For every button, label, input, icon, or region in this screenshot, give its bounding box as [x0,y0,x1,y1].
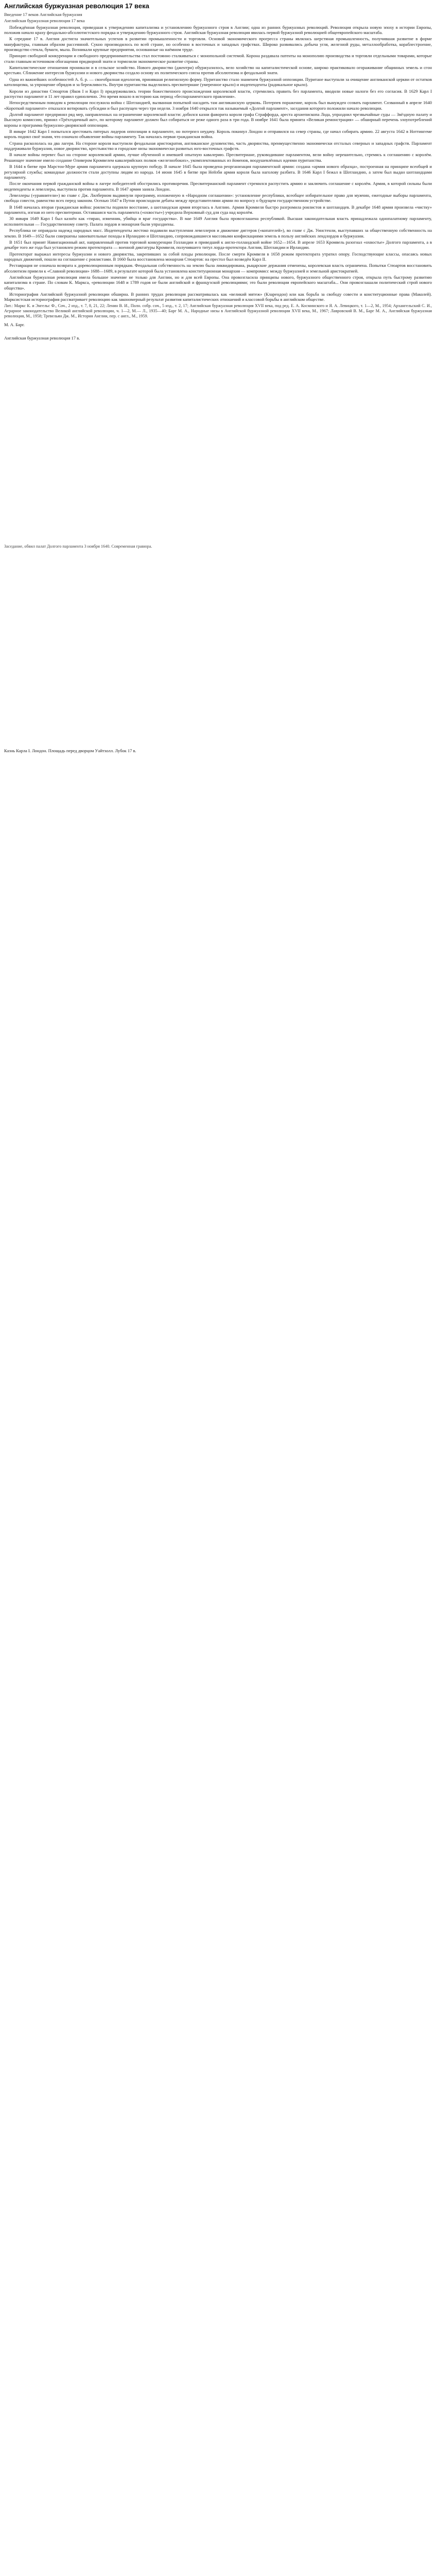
article-subtitle-1: Введение 17 веков Английская буржуазия [4,11,82,17]
article-paragraph: Короли из династии Стюартов (Яков I и Карл I) придерживались теории божественного происхождения королевской власти, стремились править без парламента, вводили новые налоги без его согласия. В 1629 Карл I распустил парламент и 11 лет правил единолично. Это время вошло в историю как период «беспарламентского правления». [4,88,432,99]
article-title: Английская буржуазная революция 17 века [4,2,149,10]
article-paragraph: Долгий парламент предпринял ряд мер, направленных на ограничение королевской власти: добился казни фаворита короля графа Страффорда, ареста архиепископа Лода, упразднил чрезвычайные суды — Звёздную палату и Высокую комиссию, принял «Трёхгодичный акт», по которому парламент должен был собираться не реже одного раза в три года. В ноябре 1641 была принята «Великая ремонстрация» — обширный перечень злоупотреблений короны и программа буржуазно-дворянской оппозиции. [4,111,432,128]
bottom-caption: Казнь Карла I. Лондон. Площадь перед дворцом Уайтхолл. Лубок 17 в. [4,748,136,753]
article-paragraph: В 1644 в битве при Марстон-Муре армия парламента одержала крупную победу. В начале 1645 была проведена реорганизация парламентской армии: создана «армия нового образца», построенная на принципе всеобщей и регулярной службы; командные должности стали доступны людям из народа. 14 июня 1645 в битве при Нейзби армия короля была наголову разбита. В 1646 Карл I бежал в Шотландию, а затем был выдан шотландцами парламенту. [4,164,432,180]
article-paragraph: Страна раскололась на два лагеря. На стороне короля выступили феодальная аристократия, англиканское духовенство, часть дворянства, преимущественно экономически отсталых северных и западных графств. Парламент поддерживали буржуазия, новое дворянство, крестьянство и городские низы экономически развитых юго-восточных графств. [4,140,432,151]
figure-caption: Заседание, обвил палат Долгого парламента 3 ноября 1640. Современная гравюра. [4,544,152,549]
article-paragraph: Английская буржуазная революция имела большое значение не только для Англии, но и для всей Европы. Она провозгласила принципы нового, буржуазного общественного строя, открыла путь быстрому развитию капитализма в стране. По словам К. Маркса, «революции 1648 и 1789 годов не были английской и французской революциями; это были революции европейского масштаба... Они провозглашали политический строй нового общества». [4,275,432,291]
article-paragraph: 30 января 1649 Карл I был казнён как «тиран, изменник, убийца и враг государства». В мае 1649 Англия была провозглашена республикой. Высшая законодательная власть принадлежала однопалатному парламенту, исполнительная — Государственному совету. Палата лордов и монархия были упразднены. [4,216,432,227]
blank-region [4,342,432,538]
article-paragraph: После окончания первой гражданской войны в лагере победителей обострились противоречия. Пресвитерианский парламент стремился распустить армию и заключить соглашение с королём. Армия, в которой сильны были индепенденты и левеллеры, выступила против парламента. В 1647 армия заняла Лондон. [4,181,432,192]
article-paragraph: В начале войны перевес был на стороне королевской армии, лучше обученной и имевшей опытную кавалерию. Пресвитериане, руководившие парламентом, вели войну нерешительно, стремясь к соглашению с королём. Решающее значение имело создание Оливером Кромвелем кавалерийских полков «железнобоких», укомплектованных из йоменов, воодушевлённых идеями пуританства. [4,152,432,163]
article-subtitle-2: Английская буржуазная революция 17 века [4,18,85,24]
article-paragraph: К середине 17 в. Англия достигла значительных успехов в развитии промышленности и торговли. Основой экономического прогресса страны являлась шерстяная промышленность, получившая развитие в форме мануфактуры, главным образом рассеянной. Сукно производилось по всей стране, но особенно в восточных и западных графствах. Широко развивались добыча угля, железной руды, металлообработка, кораблестроение, производство стекла, бумаги, мыла. Возникали крупные предприятия, основанные на наёмном труде. [4,36,432,53]
author-signature: М. А. Барг. [4,321,25,327]
article [0,0,436,767]
article-paragraph: Капиталистические отношения проникали и в сельское хозяйство. Нового дворянство (джентри) обуржуазилось, вело хозяйство на капиталистической основе, широко практиковало огораживание общинных земель и сгон крестьян. Сближение интересов буржуазии и нового дворянства создало основу их политического союза против абсолютизма и феодальной знати. [4,65,432,76]
figure-parliament [4,544,432,549]
article-paragraph: Непосредственным поводом к революции послужила война с Шотландией, вызванная попыткой насадить там англиканскую церковь. Потерпев поражение, король был вынужден созвать парламент. Созванный в апреле 1640 «Короткий парламент» отказался вотировать субсидии и был распущен через три недели. 3 ноября 1640 открылся так называемый «Долгий парламент», заседания которого положили начало революции. [4,100,432,111]
article-paragraph: Историография Английской буржуазной революции обширна. В ранних трудах революция рассматривалась как «великий мятеж» (Кларендон) или как борьба за свободу совести и конституционные права (Маколей). Марксистская историография рассматривает революцию как закономерный результат развития капиталистических отношений и классовой борьбы в английском обществе. [4,292,432,302]
article-paragraph: Побеждённая буржуазная революция, приведшая к утверждению капитализма и установлению буржуазного строя в Англии; одна из ранних буржуазных революций. Революция открыла новую эпоху в истории Европы, положив начало краху феодально-абсолютистского порядка и утверждению буржуазного строя. Английская буржуазная революция явилась первой буржуазной революцией общеевропейского масштаба. [4,24,432,35]
blank-region-2 [4,552,432,748]
bibliography: Лит.: Маркс К. и Энгельс Ф., Соч., 2 изд., т. 7, 8, 21, 22; Ленин В. И., Полн. собр. соч., 5 изд., т. 2, 17; Английская буржуазная революция XVII века, под ред. Е. А. Косминского и Я. А. Левицкого, т. 1—2, М., 1954; Архангельский С. И., Аграрное законодательство Великой английской революции, ч. 1—2, М.— Л., 1935—40; Барг М. А., Народные низы в Английской буржуазной революции XVII века, М., 1967; Лавровский В. М., Барг М. А., Английская буржуазная революция, М., 1958; Тревельян Дж. М., История Англии, пер. с англ., М., 1959. [4,303,432,318]
article-paragraph: В январе 1642 Карл I попытался арестовать пятерых лидеров оппозиции в парламенте, но потерпел неудачу. Король покинул Лондон и отправился на север страны, где начал собирать армию. 22 августа 1642 в Ноттингеме король поднял своё знамя, что означало объявление войны парламенту. Так началась первая гражданская война. [4,129,432,140]
article-paragraph: Одна из важнейших особенностей А. б. р. — своеобразная идеология, принявшая религиозную форму. Пуританство стало знаменем буржуазной оппозиции. Пуритане выступали за очищение англиканской церкви от остатков католицизма, за упрощение обрядов и за бережливость. Внутри пуританства выделились пресвитериане (умеренное крыло) и индепенденты (радикальное крыло). [4,76,432,88]
article-paragraph: В 1648 началась вторая гражданская война: роялисты подняли восстание, а шотландская армия вторглась в Англию. Армия Кромвеля быстро разгромила роялистов и шотландцев. В декабре 1648 армия произвела «чистку» парламента, изгнав из него пресвитериан. Оставшаяся часть парламента («охвостье») учредила Верховный суд для суда над королём. [4,204,432,215]
article-body [4,25,432,302]
article-paragraph: Левеллеры («уравнители») во главе с Дж. Лилберном выдвинули программу, изложенную в «Народном соглашении»: установление республики, всеобщее избирательное право для мужчин, ежегодные выборы парламента, свобода совести, равенство всех перед законом. Осенью 1647 в Путни происходили дебаты между представителями армии по вопросу о будущем государственном устройстве. [4,193,432,204]
article-paragraph: Республика не оправдала надежд народных масс. Индепенденты жестоко подавили выступления левеллеров и движение диггеров («копателей»), во главе с Дж. Уинстенли, выступавших за общественную собственность на землю. В 1649—1652 были совершены завоевательные походы в Ирландию и Шотландию, сопровождавшиеся массовыми конфискациями земель в пользу английских лендлордов и буржуазии. [4,228,432,239]
article-paragraph: Принцип свободной конкуренции и свободного предпринимательства стал постоянно сталкиваться с монопольной системой. Корона раздавала патенты на монополию производства и торговли отдельными товарами, которые стали главным источником обогащения придворной знати и тормозили экономическое развитие страны. [4,53,432,64]
article-paragraph: Протекторат выражал интересы буржуазии и нового дворянства, закрепивших за собой плоды революции. После смерти Кромвеля в 1658 режим протектората утратил опору. Господствующие классы, опасаясь новых народных движений, пошли на соглашение с роялистами. В 1660 была восстановлена монархия Стюартов: на престол был возведён Карл II. [4,251,432,262]
footer-title: Английская буржуазная революция 17 в. [4,335,80,341]
article-paragraph: Реставрация не означала возврата к дореволюционным порядкам. Феодальная собственность на землю была ликвидирована, рыцарские держания отменены, королевская власть ограничена. Попытки Стюартов восстановить абсолютизм привели к «Славной революции» 1688—1689, в результате которой была установлена конституционная монархия — компромисс между буржуазией и земельной аристократией. [4,263,432,274]
article-paragraph: В 1651 был принят Навигационный акт, направленный против торговой конкуренции Голландии и приведший к англо-голландской войне 1652—1654. В апреле 1653 Кромвель разогнал «охвостье» Долгого парламента, а в декабре того же года был установлен режим протектората — военной диктатуры Кромвеля, получившего титул лорда-протектора Англии, Шотландии и Ирландии. [4,239,432,250]
